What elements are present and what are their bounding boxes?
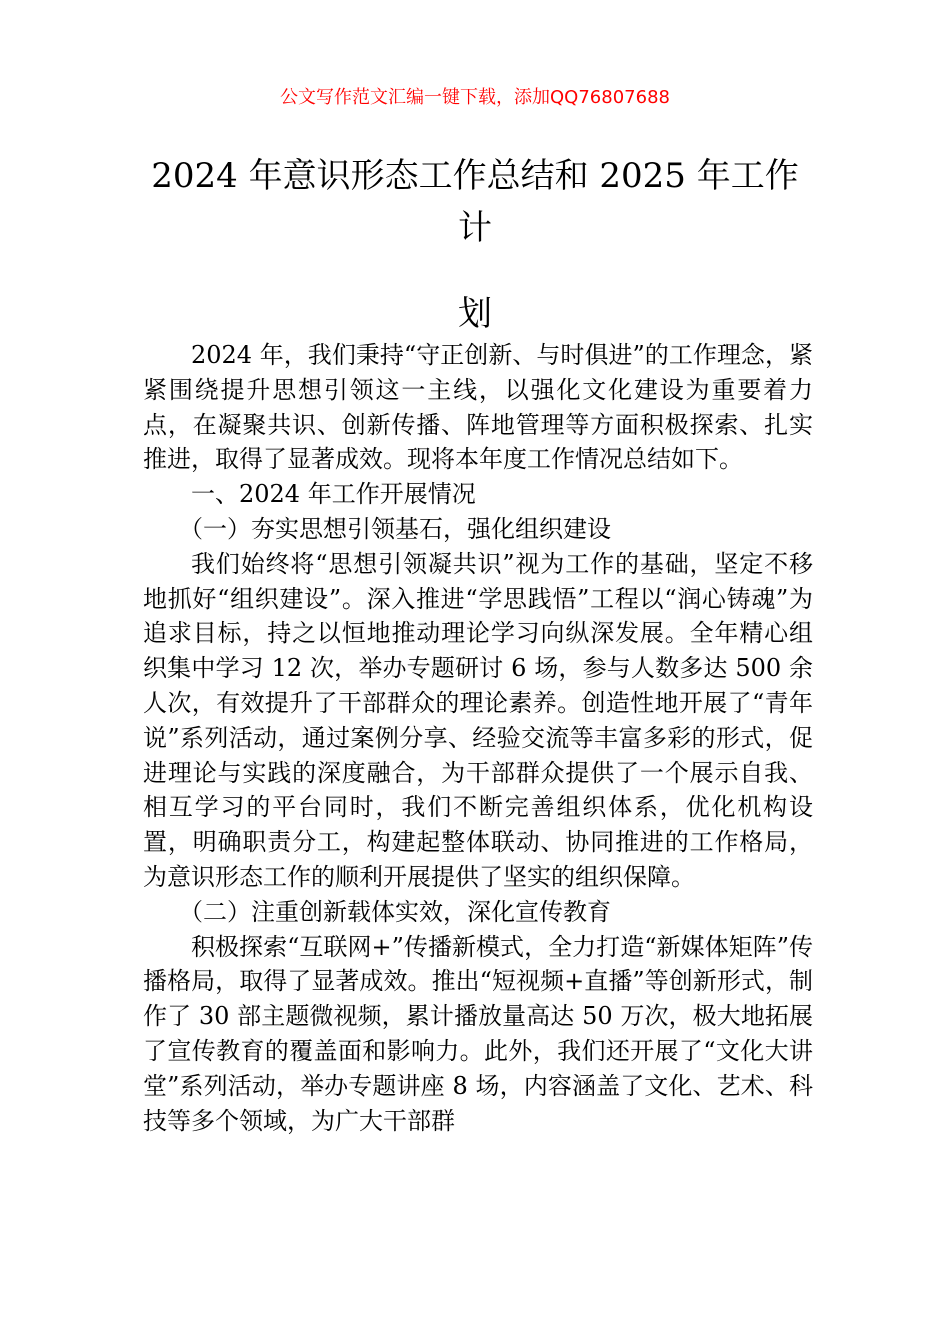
section-heading-1: 一、2024 年工作开展情况 bbox=[191, 480, 476, 509]
body-paragraph-2: 积极探索“互联网+”传播新模式，全力打造“新媒体矩阵”传播格局，取得了显著成效。推出“短视频+直播”等创新形式，制作了 30 部主题微视频，累计播放量高达 50 万次，极大地拓展了宣传教育的覆盖面和影响力。此外，我们还开展了“文化大讲堂”系列活动，举办专题讲座 8 场，内容涵盖了文化、艺术、科技等多个领域，为广大干部群 bbox=[143, 932, 813, 1135]
document-title bbox=[140, 150, 810, 340]
subsection-heading-1: （一）夯实思想引领基石，强化组织建设 bbox=[179, 514, 611, 543]
title-line-1: 2024 年意识形态工作总结和 2025 年工作计 bbox=[151, 156, 799, 248]
title-line-2: 划 bbox=[458, 294, 492, 334]
document-body bbox=[143, 338, 813, 1138]
body-paragraph-1: 我们始终将“思想引领凝共识”视为工作的基础，坚定不移地抓好“组织建设”。深入推进“学思践悟”工程以“润心铸魂”为追求目标，持之以恒地推动理论学习向纵深发展。全年精心组织集中学习 12 次，举办专题研讨 6 场，参与人数多达 500 余人次，有效提升了干部群众的理论素养。创造性地开展了“青年说”系列活动，通过案例分享、经验交流等丰富多彩的形式，促进理论与实践的深度融合，为干部群众提供了一个展示自我、相互学习的平台同时，我们不断完善组织体系，优化机构设置，明确职责分工，构建起整体联动、协同推进的工作格局，为意识形态工作的顺利开展提供了坚实的组织保障。 bbox=[143, 549, 813, 891]
subsection-heading-2: （二）注重创新载体实效，深化宣传教育 bbox=[179, 897, 611, 926]
promo-banner: 公文写作范文汇编一键下载，添加QQ76807688 bbox=[280, 87, 670, 108]
intro-paragraph: 2024 年，我们秉持“守正创新、与时俱进”的工作理念，紧紧围绕提升思想引领这一主线，以强化文化建设为重要着力点，在凝聚共识、创新传播、阵地管理等方面积极探索、扎实推进，取得了显著成效。现将本年度工作情况总结如下。 bbox=[143, 341, 813, 474]
